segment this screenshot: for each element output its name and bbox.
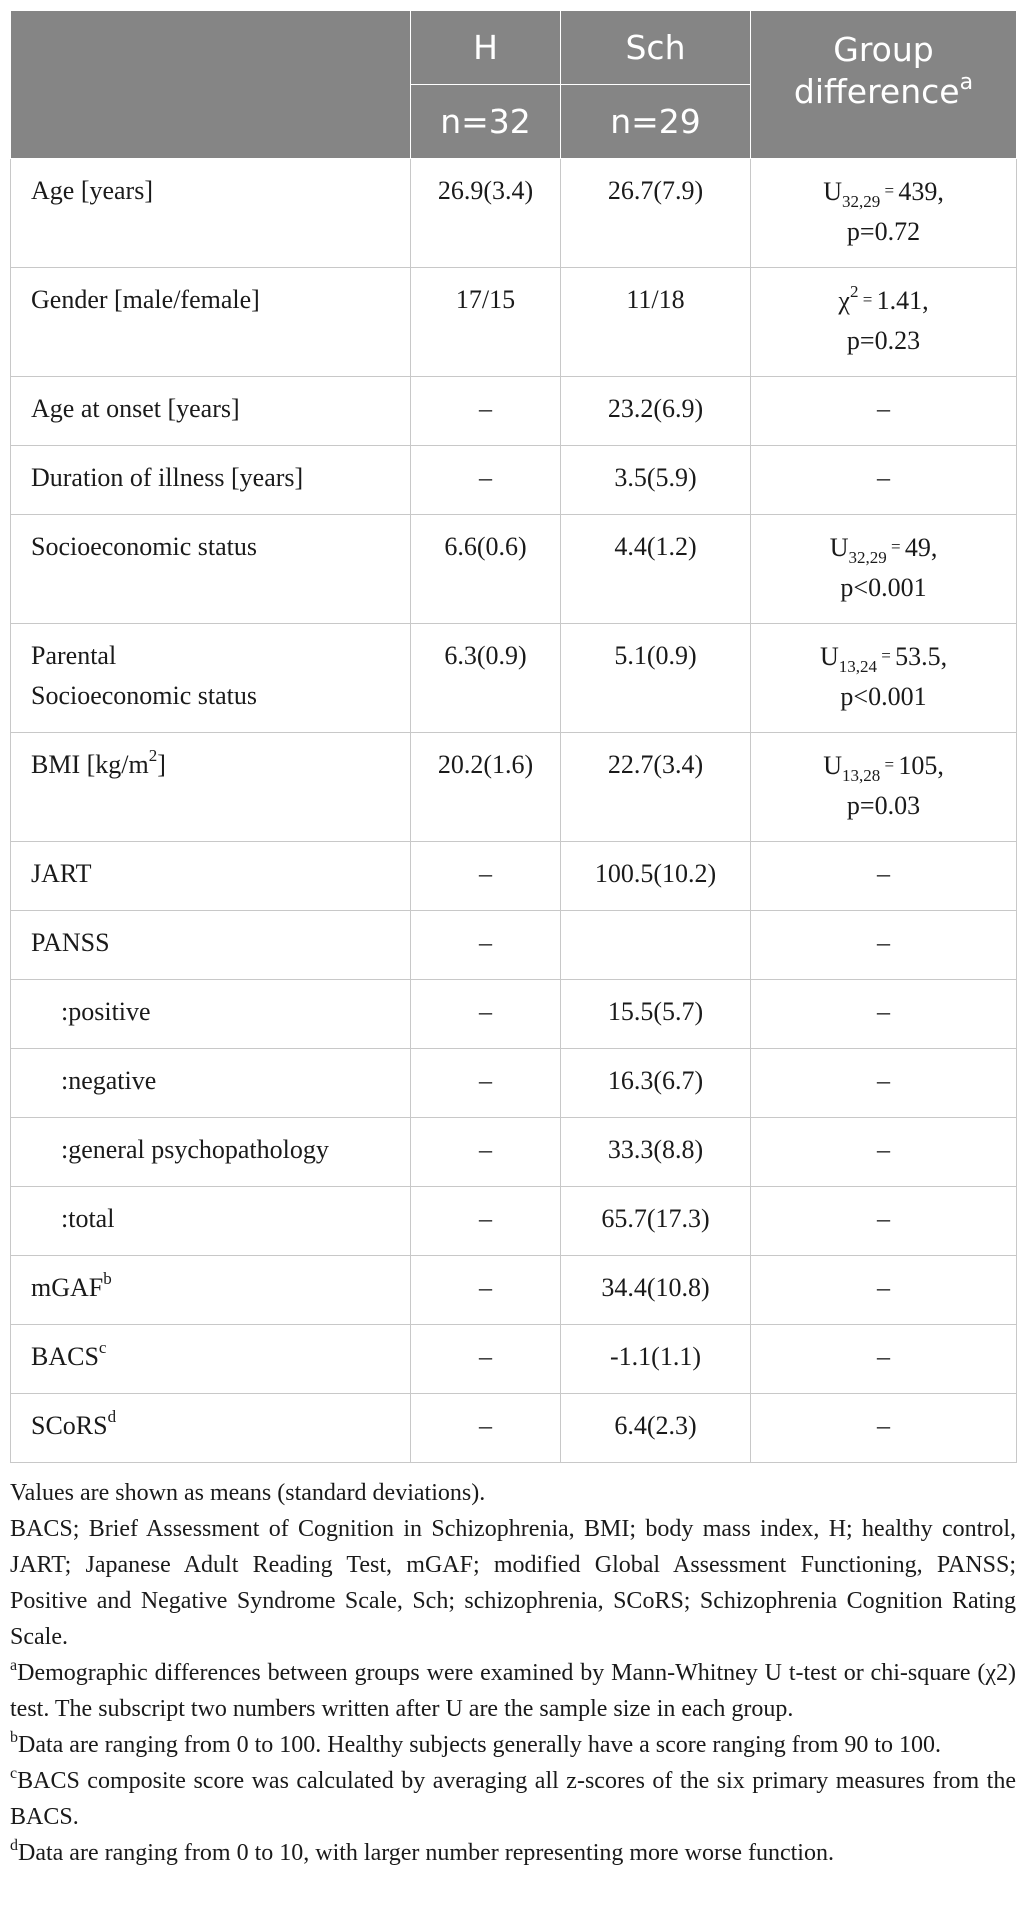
stat-subscript: 32,29 — [848, 548, 887, 567]
cell-sch: 22.7(3.4) — [561, 733, 751, 842]
table-footnotes — [10, 1475, 1016, 1871]
footnote-marker: c — [10, 1765, 18, 1782]
table-row — [11, 911, 1017, 980]
cell-h: – — [411, 1394, 561, 1463]
cell-h: – — [411, 980, 561, 1049]
p-value: p<0.001 — [840, 573, 927, 602]
cell-diff — [751, 733, 1017, 842]
cell-diff — [751, 624, 1017, 733]
stat-symbol: χ — [838, 286, 850, 315]
row-label — [11, 624, 411, 733]
row-label: :positive — [11, 980, 411, 1049]
cell-diff — [751, 268, 1017, 377]
note-abbreviations: BACS; Brief Assessment of Cognition in Schizophrenia, BMI; body mass index, H; healthy control, JART; Japanese Adult Reading Test, mGAF; modified Global Assessment Functioning, PANSS; Positive and Negative Syndrome Scale, Sch; schizophrenia, SCoRS; Schizophrenia Cognition Rating Scale. — [10, 1516, 1016, 1650]
note-means: Values are shown as means (standard deviations). — [10, 1480, 486, 1506]
stat-equals: = — [876, 646, 896, 665]
cell-sch: 26.7(7.9) — [561, 159, 751, 268]
p-value: p=0.23 — [846, 326, 921, 355]
table-row — [11, 1325, 1017, 1394]
table-row — [11, 515, 1017, 624]
footnote-marker: b — [103, 1269, 112, 1288]
cell-h: 6.6(0.6) — [411, 515, 561, 624]
footnote-marker: a — [10, 1657, 18, 1674]
demographics-table — [10, 11, 1017, 1463]
cell-h: 26.9(3.4) — [411, 159, 561, 268]
cell-sch: 3.5(5.9) — [561, 446, 751, 515]
note-c — [10, 1763, 1016, 1835]
row-label-line2: Socioeconomic status — [31, 681, 258, 710]
cell-sch: 6.4(2.3) — [561, 1394, 751, 1463]
cell-diff: – — [751, 1187, 1017, 1256]
cell-sch — [561, 911, 751, 980]
row-label-text: BACS — [31, 1342, 99, 1371]
note-a-text: Demographic differences between groups were examined by Mann-Whitney U t-test or chi-square (χ2) test. The subscript two numbers written after U are the sample size in each group. — [10, 1660, 1016, 1722]
cell-sch: 5.1(0.9) — [561, 624, 751, 733]
cell-h: – — [411, 446, 561, 515]
stat-symbol: U — [819, 642, 839, 671]
table-row — [11, 159, 1017, 268]
cell-diff — [751, 159, 1017, 268]
header-n-h: n=32 — [411, 85, 561, 159]
p-value: p=0.72 — [846, 217, 921, 246]
header-n-sch: n=29 — [561, 85, 751, 159]
table-row — [11, 268, 1017, 377]
header-h: H — [411, 11, 561, 85]
row-label: :total — [11, 1187, 411, 1256]
row-label: PANSS — [11, 911, 411, 980]
footnote-marker: d — [10, 1837, 18, 1854]
stat-subscript: 32,29 — [841, 192, 881, 211]
row-label: JART — [11, 842, 411, 911]
cell-diff: – — [751, 911, 1017, 980]
cell-sch: 34.4(10.8) — [561, 1256, 751, 1325]
row-label — [11, 1394, 411, 1463]
cell-h: – — [411, 1256, 561, 1325]
cell-sch: 23.2(6.9) — [561, 377, 751, 446]
stat-subscript: 13,24 — [838, 657, 877, 676]
table-row — [11, 1187, 1017, 1256]
stat-symbol: U — [823, 177, 842, 206]
stat-equals: = — [880, 181, 899, 200]
stat-equals: = — [858, 290, 877, 309]
stat-equals: = — [886, 537, 905, 556]
cell-diff: – — [751, 446, 1017, 515]
p-value: p<0.001 — [840, 682, 927, 711]
note-c-text: BACS composite score was calculated by averaging all z-scores of the six primary measures from the BACS. — [10, 1768, 1016, 1830]
cell-sch: 16.3(6.7) — [561, 1049, 751, 1118]
footnote-marker: d — [107, 1407, 117, 1426]
footnote-marker: a — [959, 70, 974, 95]
table-row — [11, 1256, 1017, 1325]
row-label: :general psychopathology — [11, 1118, 411, 1187]
table-row — [11, 1049, 1017, 1118]
header-group-difference-label: Group difference — [793, 30, 960, 111]
row-label-end: ] — [157, 750, 166, 779]
table-row — [11, 980, 1017, 1049]
cell-diff: – — [751, 1256, 1017, 1325]
table-row — [11, 1118, 1017, 1187]
row-label-superscript: 2 — [148, 746, 158, 765]
row-label: Age at onset [years] — [11, 377, 411, 446]
stat-value: 1.41, — [876, 286, 929, 315]
row-label-text: BMI [kg/m — [31, 750, 149, 779]
cell-diff: – — [751, 1118, 1017, 1187]
p-value: p=0.03 — [846, 791, 921, 820]
stat-value: 439, — [898, 177, 944, 206]
cell-sch: 11/18 — [561, 268, 751, 377]
note-b-text: Data are ranging from 0 to 100. Healthy subjects generally have a score ranging from 90 to 100. — [18, 1732, 942, 1758]
table-row — [11, 733, 1017, 842]
stat-symbol: U — [823, 751, 842, 780]
cell-sch: 4.4(1.2) — [561, 515, 751, 624]
note-d — [10, 1835, 1016, 1871]
row-label: Duration of illness [years] — [11, 446, 411, 515]
header-group-difference — [751, 11, 1017, 159]
row-label — [11, 1256, 411, 1325]
header-empty-cell — [11, 11, 411, 159]
header-sch: Sch — [561, 11, 751, 85]
cell-sch: 15.5(5.7) — [561, 980, 751, 1049]
cell-diff: – — [751, 377, 1017, 446]
cell-h: – — [411, 377, 561, 446]
stat-subscript: 13,28 — [841, 766, 881, 785]
cell-h: 20.2(1.6) — [411, 733, 561, 842]
cell-h: – — [411, 911, 561, 980]
cell-sch: -1.1(1.1) — [561, 1325, 751, 1394]
cell-sch: 100.5(10.2) — [561, 842, 751, 911]
cell-sch: 33.3(8.8) — [561, 1118, 751, 1187]
cell-h: – — [411, 842, 561, 911]
footnote-marker: c — [98, 1338, 107, 1357]
cell-h: – — [411, 1187, 561, 1256]
stat-value: 49, — [904, 533, 938, 562]
cell-sch: 65.7(17.3) — [561, 1187, 751, 1256]
row-label — [11, 733, 411, 842]
cell-h: – — [411, 1049, 561, 1118]
table-row — [11, 1394, 1017, 1463]
row-label: :negative — [11, 1049, 411, 1118]
cell-diff: – — [751, 1049, 1017, 1118]
table-row — [11, 842, 1017, 911]
cell-h: – — [411, 1118, 561, 1187]
row-label-text: SCoRS — [31, 1411, 108, 1440]
stat-value: 53.5, — [895, 642, 948, 671]
row-label: Socioeconomic status — [11, 515, 411, 624]
note-b — [10, 1727, 1016, 1763]
footnote-marker: b — [10, 1729, 18, 1746]
cell-diff — [751, 515, 1017, 624]
stat-equals: = — [880, 755, 899, 774]
note-a — [10, 1655, 1016, 1727]
row-label-text: mGAF — [31, 1273, 104, 1302]
header-row — [11, 11, 1017, 85]
demographics-table-container — [10, 11, 1016, 1871]
cell-diff: – — [751, 1394, 1017, 1463]
row-label: Age [years] — [11, 159, 411, 268]
table-row — [11, 624, 1017, 733]
stat-superscript: 2 — [849, 282, 859, 301]
cell-h: – — [411, 1325, 561, 1394]
cell-h: 6.3(0.9) — [411, 624, 561, 733]
cell-diff: – — [751, 842, 1017, 911]
cell-h: 17/15 — [411, 268, 561, 377]
row-label: Gender [male/female] — [11, 268, 411, 377]
stat-symbol: U — [829, 533, 849, 562]
stat-value: 105, — [898, 751, 944, 780]
cell-diff: – — [751, 1325, 1017, 1394]
table-row — [11, 446, 1017, 515]
row-label — [11, 1325, 411, 1394]
table-row — [11, 377, 1017, 446]
cell-diff: – — [751, 980, 1017, 1049]
note-d-text: Data are ranging from 0 to 10, with larger number representing more worse function. — [18, 1840, 834, 1866]
row-label-line1: Parental — [31, 641, 117, 670]
